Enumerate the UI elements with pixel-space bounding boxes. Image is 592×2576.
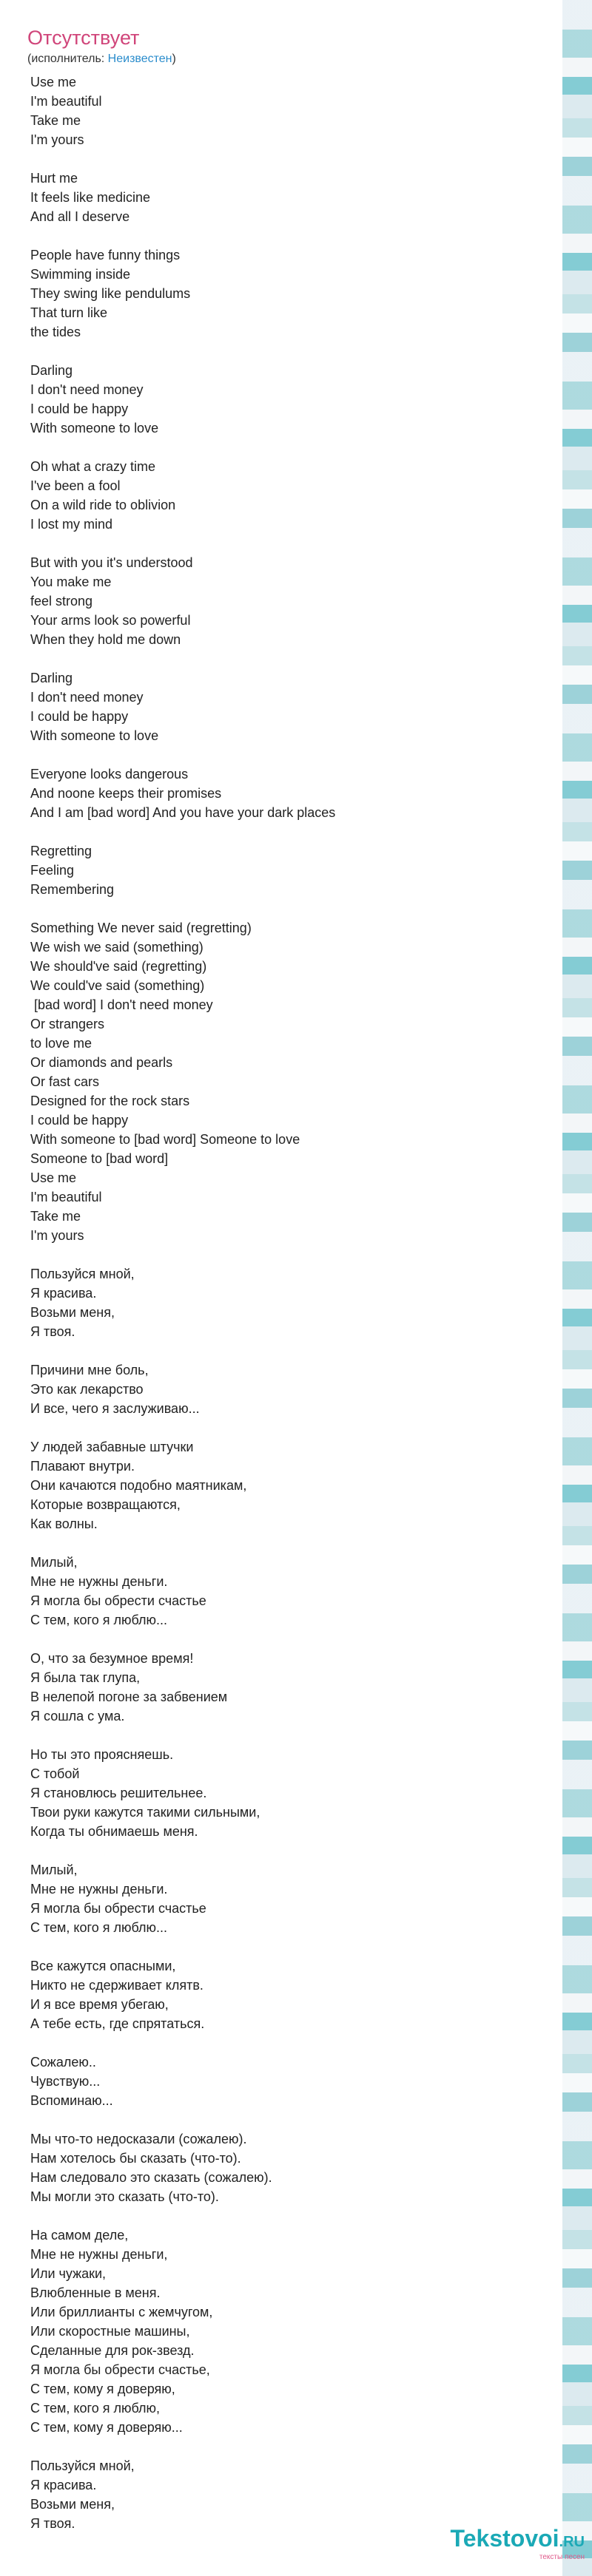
performer-line	[27, 52, 176, 67]
logo-name: Tekstovoi	[450, 2525, 559, 2552]
song-header	[27, 25, 176, 67]
lyrics-text: Use me I'm beautiful Take me I'm yours Hurt me It feels like medicine And all I deserve People have funny things Swimming inside They swing like pendulums That turn like the tides Darling I don't need money I could be happy With someone to love Oh what a crazy time I've been a fool On a wild ride to oblivion I lost my mind But with you it's understood You make me feel strong Your arms look so powerful When they hold me down Darling I don't need money I could be happy With someone to love Everyone looks dangerous And noone keeps their promises And I am [bad word] And you have your dark places Regretting Feeling Remembering Something We never said (regretting) We wish we said (something) We should've said (regretting) We could've said (something) [bad word] I don't need money Or strangers to love me Or diamonds and pearls Or fast cars Designed for the rock stars I could be happy With someone to [bad word] Someone to love Someone to [bad word] Use me I'm beautiful Take me I'm yours Пользуйся мной, Я красива. Возьми меня, Я твоя. Причини мне боль, Это как лекарство И все, чего я заслуживаю... У людей забавные штучки Плавают внутри. Они качаются подобно маятникам, Которые возвращаются, Как волны. Милый, Мне не нужны деньги. Я могла бы обрести счастье С тем, кого я люблю... О, что за безумное время! Я была так глупа, В нелепой погоне за забвением Я сошла с ума. Но ты это проясняешь. С тобой Я становлюсь решительнее. Твои руки кажутся такими сильными, Когда ты обнимаешь меня. Милый, Мне не нужны деньги. Я могла бы обрести счастье С тем, кого я люблю... Все кажутся опасными, Никто не сдерживает клятв. И я все время убегаю, А тебе есть, где спрятаться. Сожалею.. Чувствую... Вспоминаю... Мы что-то недосказали (сожалею). Нам хотелось бы сказать (что-то). Нам следовало это сказать (сожалею). Мы могли это сказать (что-то). На самом деле, Мне не нужны деньги, Или чужаки, Влюбленные в меня. Или бриллианты с жемчугом, Или скоростные машины, Сделанные для рок-звезд. Я могла бы обрести счастье, С тем, кому я доверяю, С тем, кого я люблю, С тем, кому я доверяю... Пользуйся мной, Я красива. Возьми меня, Я твоя.	[30, 75, 336, 2531]
performer-prefix: (исполнитель:	[27, 52, 108, 65]
performer-link[interactable]: Неизвестен	[107, 52, 172, 65]
logo-tld: .RU	[559, 2534, 585, 2550]
decorative-stripe-background	[562, 0, 592, 2576]
logo-tagline: тексты песен	[539, 2553, 585, 2561]
site-logo[interactable]	[451, 2526, 585, 2561]
performer-suffix: )	[172, 52, 176, 65]
song-title: Отсутствует	[27, 27, 140, 49]
logo-wordmark	[451, 2526, 585, 2555]
